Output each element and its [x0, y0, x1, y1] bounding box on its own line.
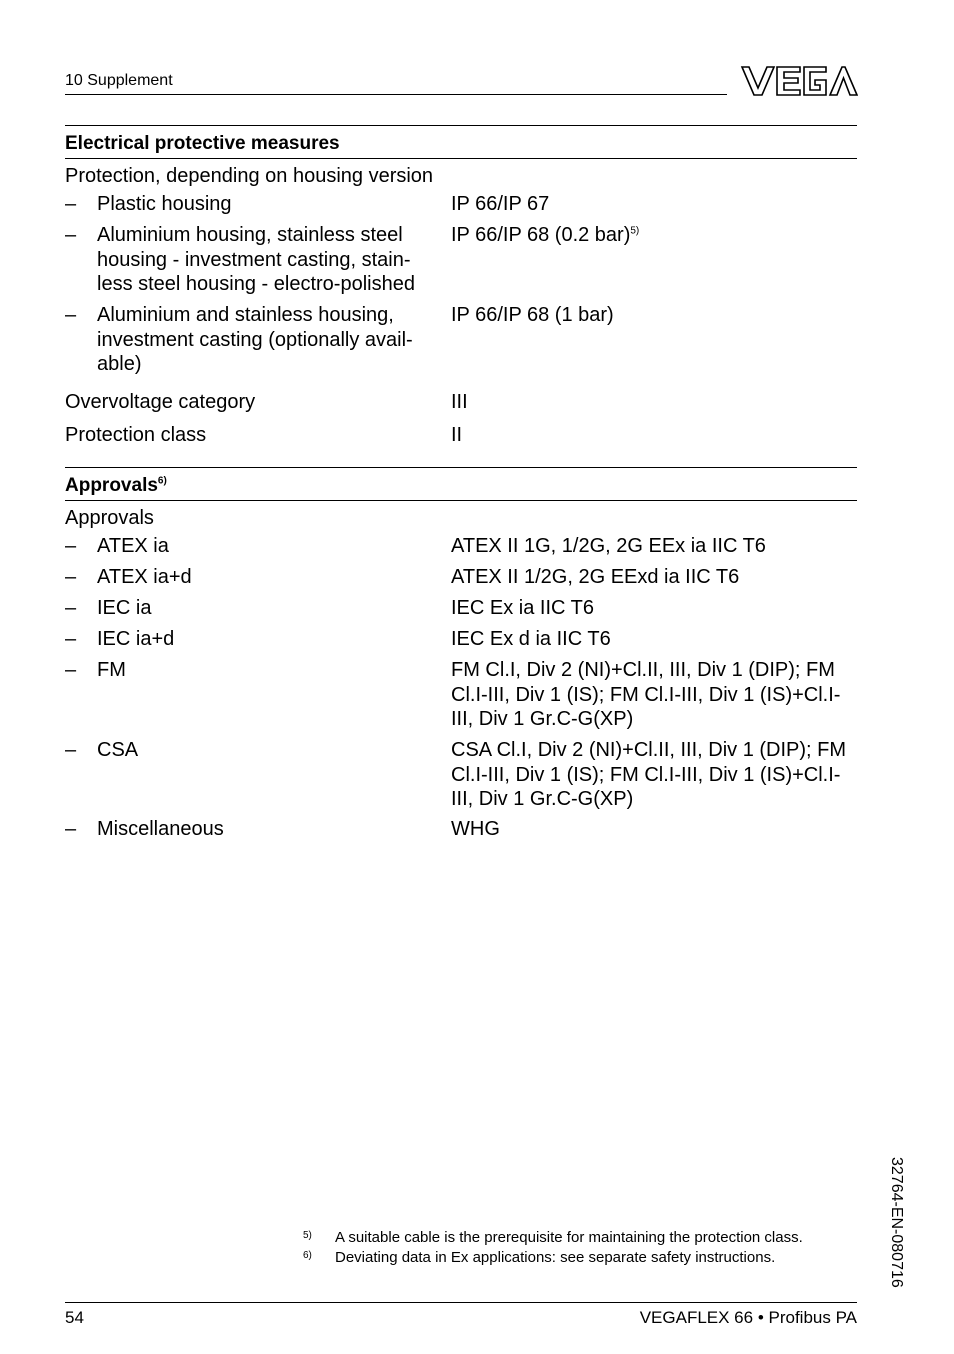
footnote-ref: 5): [630, 225, 640, 237]
list-dash: –: [65, 659, 77, 681]
protection-label: Aluminium and stainless housing, investment casting (optionally avail-able): [97, 304, 413, 375]
list-dash: –: [65, 739, 77, 761]
section-title-rule: [65, 500, 857, 501]
list-dash: –: [65, 818, 77, 840]
approval-label: IEC ia+d: [97, 628, 175, 650]
approval-label: CSA: [97, 739, 139, 761]
footnote-number: 6): [303, 1250, 312, 1261]
footnote-number: 5): [303, 1230, 312, 1241]
list-dash: –: [65, 224, 77, 246]
approval-label: ATEX ia: [97, 535, 169, 557]
protection-label: Aluminium housing, stainless steel housing - investment casting, stain-less steel housing - electro-polished: [97, 224, 415, 295]
list-dash: –: [65, 535, 77, 557]
protection-value-text: IP 66/IP 67: [451, 193, 550, 215]
section-top-rule: [65, 467, 857, 468]
footnote-text: A suitable cable is the prerequisite for maintaining the protection class.: [335, 1229, 803, 1246]
vega-logo: [740, 64, 858, 98]
protection-value: [451, 223, 861, 248]
approval-label: ATEX ia+d: [97, 566, 192, 588]
section-title-rule: [65, 158, 857, 159]
header-rule: [65, 94, 727, 95]
approval-value: ATEX II 1/2G, 2G EExd ia IIC T6: [451, 566, 740, 588]
document-id: 32764-EN-080716: [888, 1157, 905, 1288]
approval-label: IEC ia: [97, 597, 152, 619]
section-top-rule: [65, 125, 857, 126]
approvals-intro: Approvals: [65, 507, 154, 529]
protection-value: [451, 303, 861, 328]
footnote-ref: 6): [157, 475, 167, 487]
protection-class-label: Protection class: [65, 424, 207, 446]
footnote-text: Deviating data in Ex applications: see separate safety instructions.: [335, 1249, 776, 1266]
list-dash: –: [65, 566, 77, 588]
protection-label: Plastic housing: [97, 193, 232, 215]
overvoltage-value: III: [451, 391, 468, 413]
approval-value: FM Cl.I, Div 2 (NI)+Cl.II, III, Div 1 (DIP); FM Cl.I-III, Div 1 (IS); FM Cl.I-III, Div 1 (IS)+Cl.I-III, Div 1 Gr.C-G(XP): [451, 659, 841, 730]
page-number: 54: [65, 1308, 84, 1327]
section-title-electrical: Electrical protective measures: [65, 133, 340, 154]
protection-intro: Protection, depending on housing version: [65, 165, 434, 187]
approval-value: IEC Ex ia IIC T6: [451, 597, 595, 619]
protection-value-text: IP 66/IP 68 (0.2 bar): [451, 224, 631, 246]
list-dash: –: [65, 597, 77, 619]
list-dash: –: [65, 193, 77, 215]
approval-label: FM: [97, 659, 126, 681]
protection-value-text: IP 66/IP 68 (1 bar): [451, 304, 614, 326]
section-title-approvals: [65, 475, 167, 497]
chapter-heading: 10 Supplement: [65, 72, 173, 89]
footer-rule: [65, 1302, 857, 1303]
approval-value: IEC Ex d ia IIC T6: [451, 628, 611, 650]
approval-value: CSA Cl.I, Div 2 (NI)+Cl.II, III, Div 1 (DIP); FM Cl.I-III, Div 1 (IS); FM Cl.I-III, Div 1 (IS)+Cl.I-III, Div 1 Gr.C-G(XP): [451, 739, 847, 810]
approval-value: ATEX II 1G, 1/2G, 2G EEx ia IIC T6: [451, 535, 766, 557]
product-name: VEGAFLEX 66 • Profibus PA: [639, 1308, 857, 1327]
approval-value: WHG: [451, 818, 500, 840]
approvals-title-text: Approvals: [65, 475, 158, 496]
approval-label: Miscellaneous: [97, 818, 224, 840]
protection-class-value: II: [451, 424, 463, 446]
list-dash: –: [65, 628, 77, 650]
overvoltage-label: Overvoltage category: [65, 391, 256, 413]
list-dash: –: [65, 304, 77, 326]
protection-value: [451, 192, 861, 217]
